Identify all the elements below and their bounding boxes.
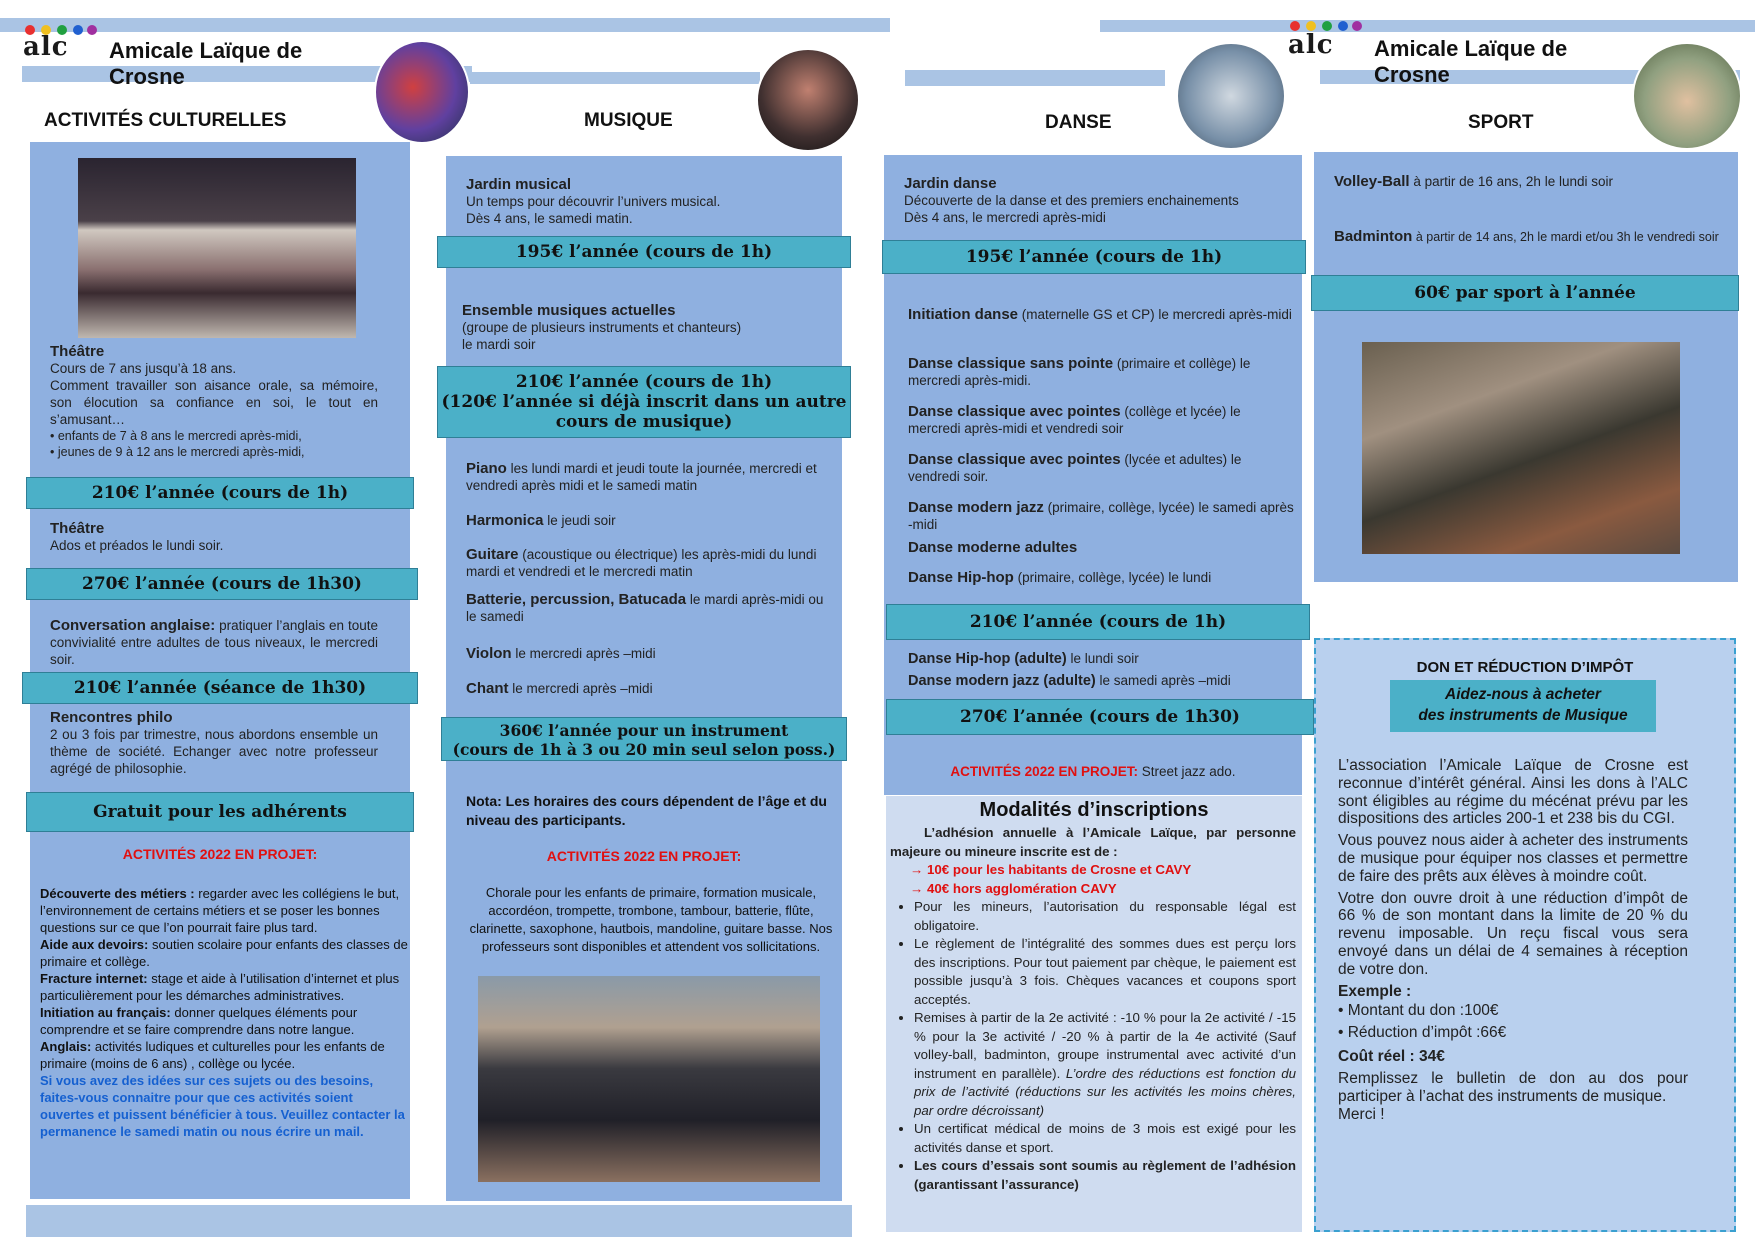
danse-i2-title: Danse classique sans pointe <box>908 355 1114 372</box>
musique-price-2-l2: (120€ l’année si déjà inscrit dans un autre <box>441 392 847 412</box>
musique-price-2-l1: 210€ l’année (cours de 1h) <box>515 372 773 392</box>
musique-projet-text: Chorale pour les enfants de primaire, formation musicale, accordéon, trompette, trombone, tambour, batterie, flûte, clarinette, saxophone, hautbois, mandoline, guitare basse. Nos professeurs sont disponibles et attendent vos sollicitations. <box>469 885 833 954</box>
guitare-title: Guitare <box>466 546 519 563</box>
don-merci: Merci ! <box>1338 1105 1385 1123</box>
piano-text: les lundi mardi et jeudi toute la journée, mercredi et vendredi après midi et le samedi matin <box>466 461 817 493</box>
danse-price-2: 210€ l’année (cours de 1h) <box>886 604 1310 640</box>
don-subtitle-l1: Aidez-nous à acheter <box>1445 686 1601 703</box>
batucada-photo <box>478 976 820 1182</box>
danse-a2-title: Danse modern jazz (adulte) <box>908 673 1096 689</box>
ideas-text: Si vous avez des idées sur ces sujets ou des besoins, faites-vous connaitre pour que ces activités soient ouvertes et puissent bénéficier à tous. Veuillez contacter la permanence le samedi matin ou nous écrire un mail. <box>40 1073 405 1139</box>
danse-projet-title: ACTIVITÉS 2022 EN PROJET: <box>950 764 1138 779</box>
danse-i3-text: (collège et lycée) le mercredi après-midi et vendredi soir <box>908 404 1241 436</box>
musique-price-2 <box>437 366 851 438</box>
tarif-2: → 40€ hors agglomération CAVY <box>910 880 1117 896</box>
sport-list <box>1334 173 1724 245</box>
don-p3: Votre don ouvre droit à une réduction d’impôt de 66 % de son montant dans la limite de 20 % du revenu imposable. Un reçu fiscal vous sera envoyé dans un délai de 4 semaines à réception de votre don. <box>1338 889 1688 978</box>
don-subtitle <box>1390 680 1656 732</box>
logo-left <box>15 22 375 89</box>
conv-block <box>50 617 378 668</box>
danse-title: DANSE <box>1045 112 1112 133</box>
culture-title: ACTIVITÉS CULTURELLES <box>44 110 287 131</box>
photo-circle-culture <box>374 40 470 144</box>
danse-i4-title: Danse classique avec pointes <box>908 451 1121 468</box>
batterie-text: le mardi après-midi ou le samedi <box>466 592 824 624</box>
danse-i4-text: (lycée et adultes) le vendredi soir. <box>908 452 1242 484</box>
culture-projet-title: ACTIVITÉS 2022 EN PROJET: <box>122 846 318 862</box>
don-title: DON ET RÉDUCTION D’IMPÔT <box>1416 659 1634 676</box>
danse-i3-title: Danse classique avec pointes <box>908 403 1121 420</box>
philo-title: Rencontres philo <box>50 709 173 726</box>
musique-projet-title: ACTIVITÉS 2022 EN PROJET: <box>546 848 742 864</box>
guitare-text: (acoustique ou électrique) les après-midi du lundi mardi et vendredi et le mercredi matin <box>466 547 817 579</box>
p3-title: Fracture internet: <box>40 971 148 986</box>
harmonica-title: Harmonica <box>466 512 544 529</box>
ensemble-title: Ensemble musiques actuelles <box>462 302 676 319</box>
sub-bar-danse <box>905 70 1165 86</box>
org-name: Amicale Laïque de Crosne <box>1374 36 1568 87</box>
culture-price-4: Gratuit pour les adhérents <box>26 792 414 832</box>
bottom-bar-left <box>26 1205 852 1237</box>
violon-text: le mercredi après –midi <box>515 646 656 661</box>
ensemble-block <box>462 302 832 353</box>
theatre2-title: Théâtre <box>50 520 105 537</box>
p1-text: regarder avec les collégiens le but, l’environnement de certains métiers et se poser les bonnes questions sur ce que l’on pourrait faire plus tard. <box>40 886 400 935</box>
danse-adulte-list <box>908 648 1296 692</box>
sport-price: 60€ par sport à l’année <box>1311 275 1739 311</box>
p2-text: soutien scolaire pour enfants des classes de primaire et collège. <box>40 937 408 969</box>
p5-title: Anglais: <box>40 1039 92 1054</box>
don-subtitle-l2: des instruments de Musique <box>1418 707 1628 724</box>
chant-title: Chant <box>466 680 509 697</box>
danse-a2-text: le samedi après –midi <box>1099 673 1231 688</box>
violon-title: Violon <box>466 645 512 662</box>
musique-title: MUSIQUE <box>584 110 673 131</box>
danse-i1-title: Initiation danse <box>908 306 1019 323</box>
logo-alc-text: alc <box>23 32 69 62</box>
theatre1-l1: Cours de 7 ans jusqu’à 18 ans. <box>50 361 237 376</box>
p2-title: Aide aux devoirs: <box>40 937 149 952</box>
culture-price-1: 210€ l’année (cours de 1h) <box>26 477 414 509</box>
inscriptions-title: Modalités d’inscriptions <box>979 799 1209 821</box>
musique-price-1: 195€ l’année (cours de 1h) <box>437 236 851 268</box>
jardin-musical-l1: Un temps pour découvrir l’univers musical. <box>466 194 721 209</box>
jardin-musical-l2: Dès 4 ans, le samedi matin. <box>466 211 633 226</box>
culture-price-3: 210€ l’année (séance de 1h30) <box>22 672 418 704</box>
danse-i1-text: (maternelle GS et CP) le mercredi après-midi <box>1021 307 1292 322</box>
jardin-musical-block <box>466 176 826 227</box>
photo-circle-danse <box>1176 42 1286 150</box>
instruments-list <box>466 460 836 697</box>
volley-title: Volley-Ball <box>1334 173 1410 190</box>
theatre1-title: Théâtre <box>50 343 105 360</box>
theatre1-l2: Comment travailler son aisance orale, sa mémoire, son élocution sa confiance en soi, le tout en s’amusant… <box>50 378 378 427</box>
danse-a1-text: le lundi soir <box>1070 651 1139 666</box>
batterie-title: Batterie, percussion, Batucada <box>466 591 687 608</box>
danse-price-1: 195€ l’année (cours de 1h) <box>882 240 1306 274</box>
don-p2: Vous pouvez nous aider à acheter des instruments de musique pour équiper nos classes et permettre de faire des prêts aux élèves à moindre coût. <box>1338 832 1688 885</box>
ensemble-l1: (groupe de plusieurs instruments et chanteurs) <box>462 320 742 335</box>
photo-circle-sport <box>1632 42 1742 150</box>
chant-text: le mercredi après –midi <box>512 681 653 696</box>
don-cout: Coût réel : 34€ <box>1338 1048 1445 1066</box>
theatre2-block <box>50 520 378 554</box>
inscriptions-intro: L’adhésion annuelle à l’Amicale Laïque, par personne majeure ou mineure inscrite est de : <box>890 825 1296 859</box>
volley-text: à partir de 16 ans, 2h le lundi soir <box>1413 174 1613 189</box>
jardin-danse-block <box>904 175 1294 226</box>
inscr-b3-italic: L’ordre des réductions est fonction du prix de l’activité (réductions sur les activités les moins chères, par ordre décroissant) <box>914 1065 1296 1118</box>
danse-list <box>908 306 1296 586</box>
p4-text: donner quelques éléments pour comprendre et se faire comprendre dans notre langue. <box>40 1005 358 1037</box>
danse-i5-title: Danse modern jazz <box>908 499 1044 516</box>
badminton-text: à partir de 14 ans, 2h le mardi et/ou 3h le vendredi soir <box>1415 230 1719 244</box>
musique-price-3 <box>441 717 847 761</box>
sport-title: SPORT <box>1468 112 1534 133</box>
jardin-danse-l2: Dès 4 ans, le mercredi après-midi <box>904 210 1106 225</box>
don-ex1: Montant du don :100€ <box>1347 1002 1499 1020</box>
danse-projet-text: Street jazz ado. <box>1141 764 1236 779</box>
badminton-title: Badminton <box>1334 228 1413 245</box>
don-p1: L’association l’Amicale Laïque de Crosne est reconnue d’intérêt général. Ainsi les dons à l’ALC sont éligibles au régime du mécénat prévu par les dispositions des articles 200-1 et 238 bis du CGI. <box>1338 757 1688 828</box>
p4-title: Initiation au français: <box>40 1005 171 1020</box>
philo-text: 2 ou 3 fois par trimestre, nous abordons ensemble un thème de société. Echanger avec notre professeur agrégé de philosophie. <box>50 727 378 776</box>
ensemble-l2: le mardi soir <box>462 337 536 352</box>
inscriptions-body <box>890 824 1296 1194</box>
theatre-photo <box>78 158 356 338</box>
inscr-b1: • Pour les mineurs, l’autorisation du responsable légal est obligatoire. <box>914 898 1296 935</box>
theatre1-b1: enfants de 7 à 8 ans le mercredi après-midi, <box>57 429 302 443</box>
sub-bar-mid <box>470 72 760 84</box>
conv-text: pratiquer l’anglais en toute convivialité entre adultes de tous niveaux, le mercredi soir. <box>50 618 378 667</box>
photo-circle-musique <box>756 48 860 152</box>
danse-i7-title: Danse Hip-hop <box>908 569 1014 586</box>
p5-text: activités ludiques et culturelles pour les enfants de primaire (moins de 6 ans) , collège ou lycée. <box>40 1039 385 1071</box>
danse-i6-title: Danse moderne adultes <box>908 539 1078 556</box>
badminton-photo <box>1362 342 1680 554</box>
nota-text: Nota: Les horaires des cours dépendent de l’âge et du niveau des participants. <box>466 793 827 828</box>
don-ex2: Réduction d’impôt :66€ <box>1347 1024 1507 1042</box>
theatre1-b2: jeunes de 9 à 12 ans le mercredi après-midi, <box>57 445 305 459</box>
conv-title: Conversation anglaise: <box>50 617 216 634</box>
culture-price-2: 270€ l’année (cours de 1h30) <box>26 568 418 600</box>
musique-price-3-l1: 360€ l’année pour un instrument <box>499 721 789 740</box>
danse-price-3: 270€ l’année (cours de 1h30) <box>886 699 1314 735</box>
danse-a1-title: Danse Hip-hop (adulte) <box>908 651 1067 667</box>
p3-text: stage et aide à l’utilisation d’internet et plus particulièrement pour les démarches administratives. <box>40 971 400 1003</box>
piano-title: Piano <box>466 460 507 477</box>
jardin-danse-l1: Découverte de la danse et des premiers enchainements <box>904 193 1239 208</box>
inscr-b4: • Un certificat médical de moins de 3 mois est exigé pour les activités danse et sport. <box>914 1120 1296 1157</box>
theatre1-block: Théâtre Cours de 7 ans jusqu’à 18 ans. Comment travailler son aisance orale, sa mémoire, son élocution sa confiance en soi, le tout en s’amusant… • enfants de 7 à 8 ans le mercredi après-midi, • jeunes de 9 à 12 ans le mercredi après-midi, <box>50 343 378 459</box>
tarif-1: → 10€ pour les habitants de Crosne et CAVY <box>910 862 1192 877</box>
jardin-musical-title: Jardin musical <box>466 176 572 193</box>
danse-i7-text: (primaire, collège, lycée) le lundi <box>1017 570 1212 585</box>
musique-price-2-l3: cours de musique) <box>555 412 733 432</box>
harmonica-text: le jeudi soir <box>547 513 616 528</box>
danse-i5-text: (primaire, collège, lycée) le samedi après -midi <box>908 500 1294 532</box>
danse-projet <box>884 764 1302 779</box>
culture-projet-list <box>40 885 408 1140</box>
jardin-danse-title: Jardin danse <box>904 175 997 192</box>
inscr-b3: Remises à partir de la 2e activité : -10 % pour la 2e activité / -15 % pour la 3e activité / -20 % à partir de la 4e activité (Sauf volley-ball, badminton, groupe instrumental avec activité d’un instrument en parallèle). <box>914 1010 1296 1081</box>
danse-i2-text: (primaire et collège) le mercredi après-midi. <box>908 356 1251 388</box>
musique-price-3-l2: (cours de 1h à 3 ou 20 min seul selon poss.) <box>452 740 836 759</box>
inscr-b2: • Le règlement de l’intégralité des sommes dues est perçu lors des inscriptions. Pour tout paiement par chèque, le paiement est possible jusqu’à 3 fois. Chèques vacances et coupons sport acceptés. <box>914 935 1296 1009</box>
inscr-b5: • Les cours d’essais sont soumis au règlement de l’adhésion (garantissant l’assurance) <box>914 1157 1296 1194</box>
philo-block <box>50 709 378 777</box>
logo-right <box>1280 18 1640 87</box>
logo-alc-text: alc <box>1288 30 1334 60</box>
theatre2-text: Ados et préados le lundi soir. <box>50 538 224 553</box>
don-ex-title: Exemple : <box>1338 982 1412 1000</box>
p1-title: Découverte des métiers : <box>40 886 195 901</box>
don-p4: Remplissez le bulletin de don au dos pour participer à l’achat des instruments de musique. <box>1338 1070 1688 1105</box>
don-body: L’association l’Amicale Laïque de Crosne est reconnue d’intérêt général. Ainsi les dons à l’ALC sont éligibles au régime du mécénat prévu par les dispositions des articles 200-1 et 238 bis du CGI. Vous pouvez nous aider à acheter des instruments de musique pour équiper nos classes et permettre de faire des prêts aux élèves à moindre coût. Votre don ouvre droit à une réduction d’impôt de 66 % de son montant dans la limite de 20 % du revenu imposable. Un reçu fiscal vous sera envoyé dans un délai de 4 semaines à réception de votre don. Exemple : • Montant du don :100€ • Réduction d’impôt :66€ Coût réel : 34€ Remplissez le bulletin de don au dos pour participer à l’achat des instruments de musique. Merci ! <box>1338 757 1688 1123</box>
org-name: Amicale Laïque de Crosne <box>109 38 303 89</box>
